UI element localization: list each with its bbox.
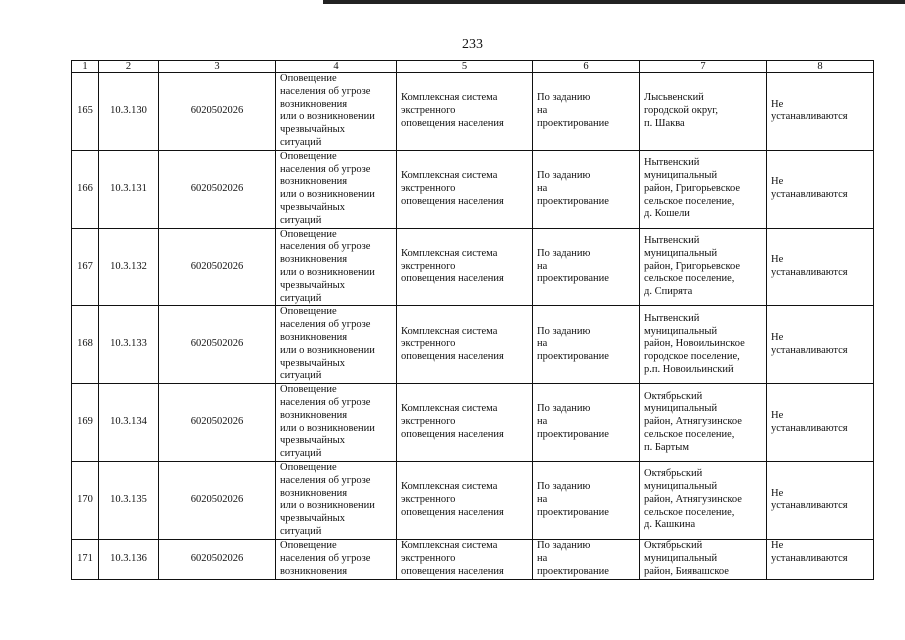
location-cell-line: Нытвенский [644,312,700,324]
purpose-cell-line: чрезвычайных [280,124,345,136]
purpose-cell-line: населения об угрозе [280,396,371,408]
basis-cell-line: проектирование [537,428,609,440]
location-cell-line: д. Кашкина [644,519,696,531]
basis-cell [533,228,640,306]
purpose-cell-line: населения об угрозе [280,319,371,331]
location-cell-line: муниципальный [644,247,718,259]
location-cell-line: п. Шаква [644,117,685,129]
object-name-cell-line: Комплексная система [401,540,498,552]
purpose-cell [276,539,397,579]
purpose-cell [276,73,397,151]
purpose-cell-line: возникновения [280,254,348,266]
object-name-cell-line: Комплексная система [401,92,498,104]
purpose-cell-line: чрезвычайных [280,435,345,447]
zones-cell-line: устанавливаются [771,111,848,123]
column-header: 3 [159,61,276,73]
basis-cell-line: По заданию [537,481,591,493]
purpose-cell-line: Оповещение [280,540,337,552]
zones-cell-line: Не [771,487,784,499]
location-cell-line: район, Атнягузинское [644,416,742,428]
zones-cell [767,384,874,462]
location-cell-line: муниципальный [644,403,718,415]
item-code: 10.3.136 [99,539,159,579]
zones-cell-line: устанавливаются [771,344,848,356]
location-cell [640,461,767,539]
location-cell [640,228,767,306]
purpose-cell-line: чрезвычайных [280,513,345,525]
object-name-cell-line: оповещения населения [401,195,504,207]
purpose-cell-line: Оповещение [280,461,337,473]
object-name-cell [397,539,533,579]
zones-cell-line: устанавливаются [771,422,848,434]
item-code: 10.3.135 [99,461,159,539]
purpose-cell-line: ситуаций [280,448,322,460]
purpose-cell-line: Оповещение [280,73,337,84]
purpose-cell-line: ситуаций [280,214,322,226]
basis-cell-line: на [537,104,548,116]
object-name-cell-line: экстренного [401,182,456,194]
basis-cell [533,73,640,151]
document-table [71,60,874,580]
zones-cell-line: Не [771,254,784,266]
table-header-row [72,61,874,73]
object-name-cell [397,73,533,151]
location-cell-line: Лысьвенский [644,92,704,104]
basis-cell-line: По заданию [537,403,591,415]
location-cell-line: муниципальный [644,169,718,181]
zones-cell-line: Не [771,331,784,343]
object-name-cell-line: Комплексная система [401,325,498,337]
row-number: 170 [72,461,99,539]
location-cell-line: п. Бартым [644,441,689,453]
location-cell-line: Октябрьский [644,390,703,402]
basis-cell [533,306,640,384]
zones-cell [767,539,874,579]
purpose-cell-line: ситуаций [280,370,322,382]
purpose-cell-line: или о возникновении [280,500,375,512]
purpose-cell [276,461,397,539]
table-body [72,73,874,580]
object-name-cell [397,461,533,539]
classifier-code: 6020502026 [159,150,276,228]
basis-cell-line: проектирование [537,506,609,518]
top-border-line [323,0,905,4]
location-cell-line: район, Биявашское [644,565,729,577]
row-number: 168 [72,306,99,384]
zones-cell [767,73,874,151]
basis-cell-line: на [537,416,548,428]
row-number: 165 [72,73,99,151]
zones-cell-line: устанавливаются [771,189,848,201]
zones-cell [767,228,874,306]
purpose-cell-line: Оповещение [280,150,337,162]
location-cell [640,539,767,579]
basis-cell-line: По заданию [537,540,591,552]
purpose-cell-line: возникновения [280,176,348,188]
classifier-code: 6020502026 [159,384,276,462]
row-number: 167 [72,228,99,306]
purpose-cell-line: или о возникновении [280,111,375,123]
location-cell [640,73,767,151]
purpose-cell [276,228,397,306]
basis-cell-line: По заданию [537,92,591,104]
location-cell-line: сельское поселение, [644,273,735,285]
purpose-cell [276,384,397,462]
table-row [72,228,874,306]
purpose-cell-line: ситуаций [280,525,322,537]
purpose-cell [276,150,397,228]
row-number: 171 [72,539,99,579]
basis-cell [533,539,640,579]
basis-cell-line: проектирование [537,117,609,129]
table-row [72,73,874,151]
page-number: 233 [462,37,483,52]
basis-cell-line: проектирование [537,565,609,577]
table-row [72,384,874,462]
location-cell-line: муниципальный [644,325,718,337]
column-header: 4 [276,61,397,73]
basis-cell-line: на [537,260,548,272]
purpose-cell-line: населения об угрозе [280,241,371,253]
purpose-cell-line: ситуаций [280,292,322,304]
object-name-cell-line: оповещения населения [401,506,504,518]
object-name-cell-line: оповещения населения [401,351,504,363]
item-code: 10.3.131 [99,150,159,228]
object-name-cell [397,384,533,462]
purpose-cell-line: или о возникновении [280,189,375,201]
purpose-cell-line: населения об угрозе [280,85,371,97]
zones-cell-line: Не [771,540,784,552]
basis-cell-line: По заданию [537,169,591,181]
purpose-cell-line: населения об угрозе [280,552,371,564]
object-name-cell-line: Комплексная система [401,247,498,259]
table-row [72,461,874,539]
object-name-cell [397,228,533,306]
location-cell-line: район, Григорьевское [644,260,741,272]
basis-cell-line: на [537,182,548,194]
zones-cell [767,306,874,384]
column-header: 1 [72,61,99,73]
object-name-cell-line: Комплексная система [401,169,498,181]
zones-cell [767,461,874,539]
basis-cell-line: проектирование [537,351,609,363]
classifier-code: 6020502026 [159,306,276,384]
table-row [72,539,874,579]
classifier-code: 6020502026 [159,539,276,579]
location-cell [640,150,767,228]
location-cell-line: район, Григорьевское [644,182,741,194]
location-cell-line: муниципальный [644,552,718,564]
purpose-cell-line: Оповещение [280,384,337,396]
object-name-cell-line: экстренного [401,416,456,428]
basis-cell-line: на [537,552,548,564]
zones-cell [767,150,874,228]
purpose-cell-line: Оповещение [280,306,337,318]
purpose-cell-line: чрезвычайных [280,357,345,369]
zones-cell-line: устанавливаются [771,500,848,512]
location-cell-line: Нытвенский [644,234,700,246]
purpose-cell-line: ситуаций [280,136,322,148]
location-cell-line: городской округ, [644,104,719,116]
object-name-cell-line: Комплексная система [401,481,498,493]
zones-cell-line: Не [771,176,784,188]
location-cell-line: городское поселение, [644,351,740,363]
column-header: 8 [767,61,874,73]
purpose-cell-line: или о возникновении [280,422,375,434]
object-name-cell-line: оповещения населения [401,117,504,129]
purpose-cell-line: возникновения [280,98,348,110]
basis-cell-line: По заданию [537,325,591,337]
object-name-cell-line: экстренного [401,260,456,272]
object-name-cell-line: экстренного [401,104,456,116]
object-name-cell-line: оповещения населения [401,428,504,440]
item-code: 10.3.130 [99,73,159,151]
row-number: 166 [72,150,99,228]
object-name-cell-line: экстренного [401,338,456,350]
location-cell-line: муниципальный [644,481,718,493]
location-cell-line: д. Кошели [644,208,690,220]
purpose-cell-line: возникновения [280,565,348,577]
basis-cell [533,384,640,462]
purpose-cell-line: населения об угрозе [280,163,371,175]
purpose-cell [276,306,397,384]
basis-cell-line: на [537,338,548,350]
purpose-cell-line: возникновения [280,487,348,499]
purpose-cell-line: возникновения [280,409,348,421]
column-header: 7 [640,61,767,73]
location-cell [640,306,767,384]
object-name-cell [397,150,533,228]
basis-cell [533,150,640,228]
zones-cell-line: устанавливаются [771,266,848,278]
location-cell-line: сельское поселение, [644,428,735,440]
table-row [72,306,874,384]
item-code: 10.3.132 [99,228,159,306]
object-name-cell-line: экстренного [401,552,456,564]
location-cell-line: Октябрьский [644,540,703,552]
object-name-cell-line: экстренного [401,493,456,505]
purpose-cell-line: чрезвычайных [280,201,345,213]
location-cell [640,384,767,462]
location-cell-line: Нытвенский [644,157,700,169]
object-name-cell-line: Комплексная система [401,403,498,415]
column-header: 6 [533,61,640,73]
purpose-cell-line: чрезвычайных [280,279,345,291]
basis-cell [533,461,640,539]
basis-cell-line: проектирование [537,195,609,207]
item-code: 10.3.133 [99,306,159,384]
purpose-cell-line: или о возникновении [280,266,375,278]
zones-cell-line: устанавливаются [771,552,848,564]
zones-cell-line: Не [771,98,784,110]
basis-cell-line: По заданию [537,247,591,259]
basis-cell-line: проектирование [537,273,609,285]
location-cell-line: р.п. Новоильинский [644,363,734,375]
classifier-code: 6020502026 [159,228,276,306]
location-cell-line: сельское поселение, [644,195,735,207]
classifier-code: 6020502026 [159,73,276,151]
zones-cell-line: Не [771,409,784,421]
table-row [72,150,874,228]
purpose-cell-line: населения об угрозе [280,474,371,486]
column-header: 2 [99,61,159,73]
column-header: 5 [397,61,533,73]
purpose-cell-line: Оповещение [280,228,337,240]
location-cell-line: район, Атнягузинское [644,493,742,505]
item-code: 10.3.134 [99,384,159,462]
location-cell-line: район, Новоильинское [644,338,745,350]
purpose-cell-line: возникновения [280,331,348,343]
object-name-cell [397,306,533,384]
classifier-code: 6020502026 [159,461,276,539]
object-name-cell-line: оповещения населения [401,273,504,285]
object-name-cell-line: оповещения населения [401,565,504,577]
location-cell-line: Октябрьский [644,468,703,480]
purpose-cell-line: или о возникновении [280,344,375,356]
row-number: 169 [72,384,99,462]
location-cell-line: сельское поселение, [644,506,735,518]
basis-cell-line: на [537,493,548,505]
location-cell-line: д. Спирята [644,286,693,298]
